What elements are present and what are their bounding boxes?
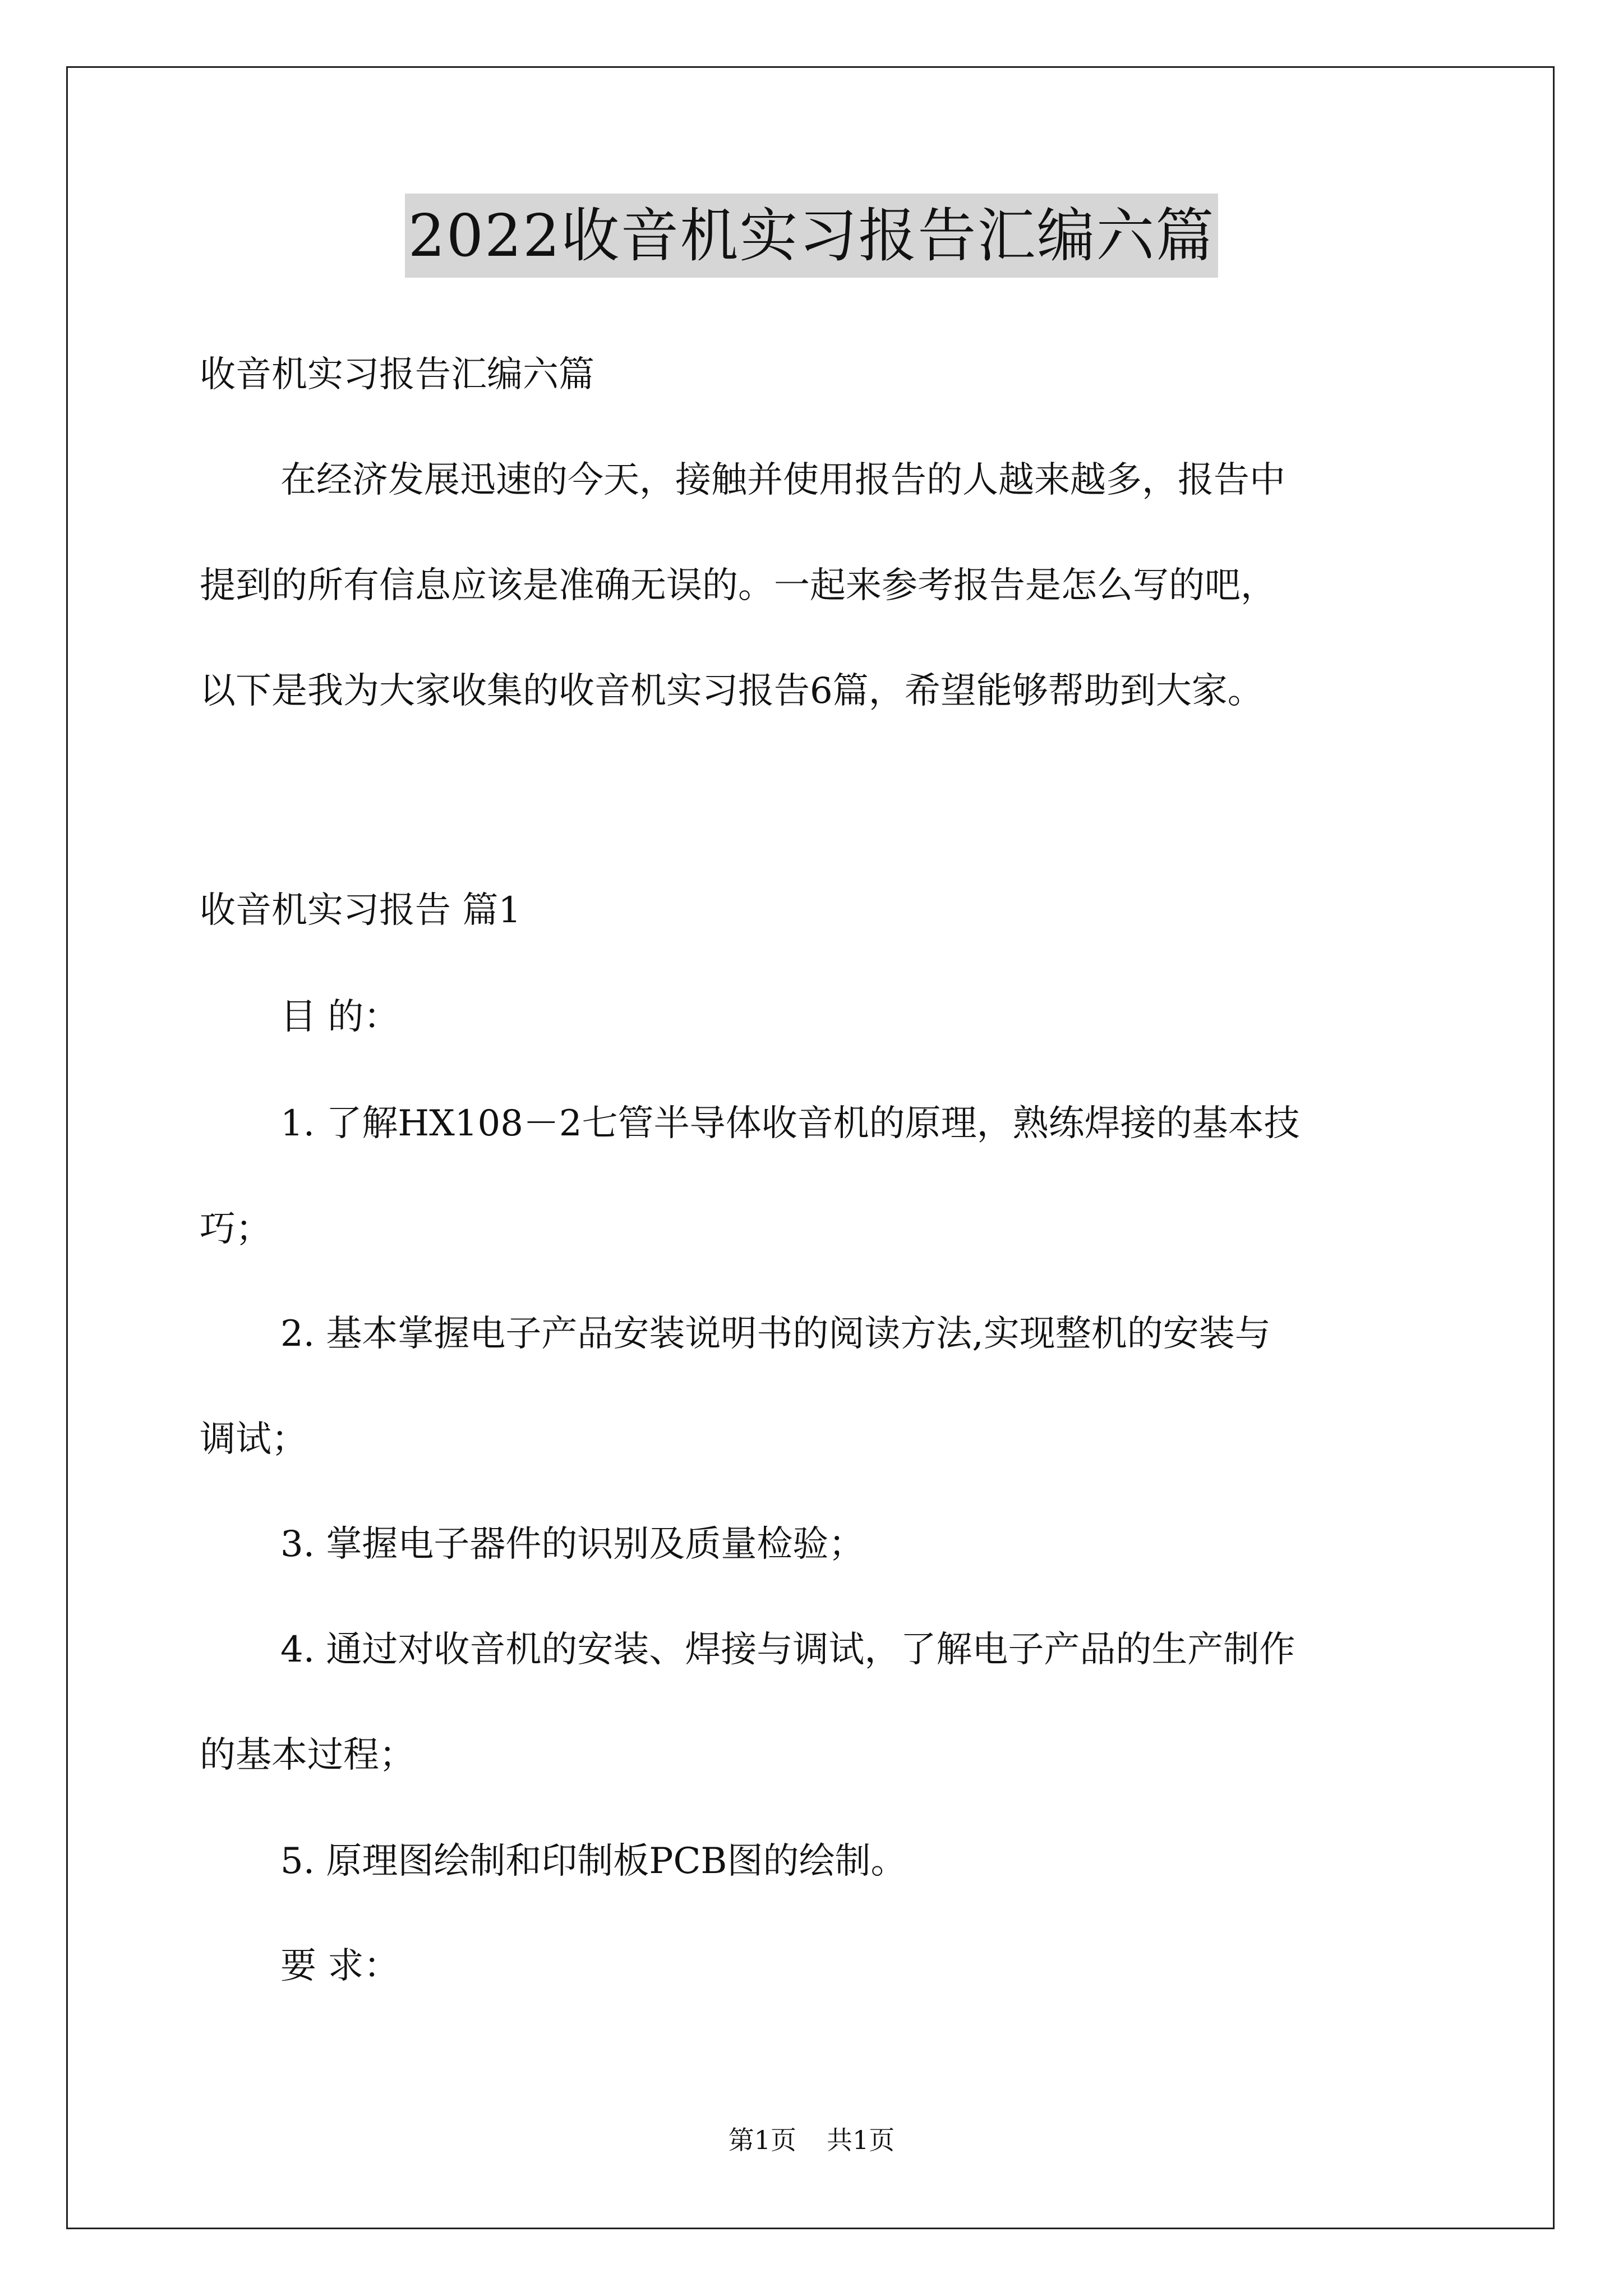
purpose-item-line: 5. 原理图绘制和印制板PCB图的绘制。 (280, 1841, 907, 1882)
document-title-text: 2022收音机实习报告汇编六篇 (405, 194, 1219, 278)
purpose-item-line: 4. 通过对收音机的安装、焊接与调试，了解电子产品的生产制作 (280, 1629, 1295, 1671)
purpose-item-line: 巧； (200, 1208, 271, 1250)
intro-line: 提到的所有信息应该是准确无误的。一起来参考报告是怎么写的吧， (200, 565, 1276, 606)
purpose-item-line: 3. 掌握电子器件的识别及质量检验； (280, 1524, 865, 1565)
intro-line: 在经济发展迅速的今天，接触并使用报告的人越来越多，报告中 (280, 459, 1285, 501)
purpose-item-4 (200, 1623, 1433, 1834)
requirements-label: 要 求： (280, 1945, 400, 1987)
purpose-item-line: 1. 了解HX108－2七管半导体收音机的原理，熟练焊接的基本技 (280, 1103, 1300, 1144)
page-number: 第1页 (728, 2125, 796, 2155)
purpose-item-line: 的基本过程； (200, 1734, 415, 1776)
purpose-item-3 (200, 1517, 1433, 1623)
intro-paragraph (200, 453, 1433, 770)
purpose-item-5 (200, 1834, 1433, 1940)
purpose-item-line: 调试； (200, 1419, 307, 1460)
section-heading: 收音机实习报告 篇1 (200, 890, 522, 931)
purpose-item-line: 2. 基本掌握电子产品安装说明书的阅读方法,实现整机的安装与 (280, 1313, 1271, 1355)
purpose-item-1 (200, 1097, 1433, 1308)
purpose-label: 目 的： (280, 996, 400, 1038)
page-total: 共1页 (827, 2125, 895, 2155)
intro-line: 以下是我为大家收集的收音机实习报告6篇，希望能够帮助到大家。 (200, 670, 1264, 712)
page-footer (0, 2123, 1623, 2157)
document-subtitle: 收音机实习报告汇编六篇 (200, 354, 594, 395)
document-title (0, 194, 1623, 278)
purpose-item-2 (200, 1307, 1433, 1518)
